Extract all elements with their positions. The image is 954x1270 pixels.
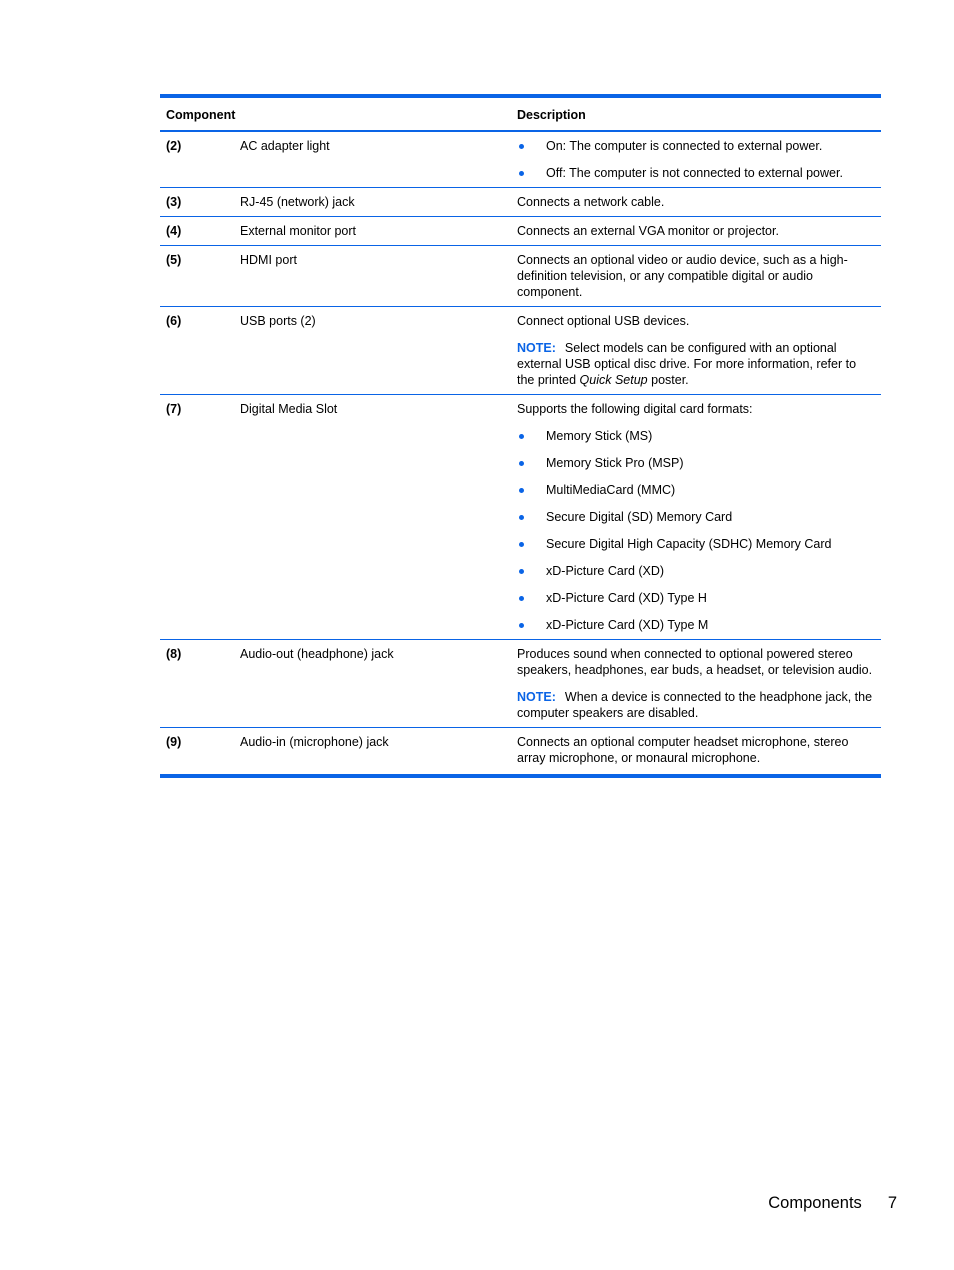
description-text: Connects an optional computer headset microphone, stereo array microphone, or monaural microphone. <box>517 735 849 765</box>
list-item-text: On: The computer is connected to external power. <box>546 139 823 153</box>
bullet-icon <box>519 434 524 439</box>
description-text: Supports the following digital card formats: <box>517 402 753 416</box>
component-name: RJ-45 (network) jack <box>234 188 511 217</box>
description-text: Connects a network cable. <box>517 195 665 209</box>
list-item-text: Off: The computer is not connected to external power. <box>546 166 843 180</box>
component-name: HDMI port <box>234 246 511 307</box>
header-component: Component <box>160 96 511 131</box>
description-text: Connects an external VGA monitor or projector. <box>517 224 779 238</box>
component-description <box>511 728 881 777</box>
list-item-text: Memory Stick Pro (MSP) <box>546 456 684 470</box>
component-name: Audio-in (microphone) jack <box>234 728 511 777</box>
table-row <box>160 188 881 217</box>
bullet-list <box>517 428 875 633</box>
table-row <box>160 307 881 395</box>
bullet-list <box>517 138 875 181</box>
table-row <box>160 217 881 246</box>
component-description <box>511 307 881 395</box>
list-item-text: Secure Digital High Capacity (SDHC) Memory Card <box>546 537 832 551</box>
list-item-text: MultiMediaCard (MMC) <box>546 483 676 497</box>
header-row <box>160 96 881 131</box>
list-item <box>517 455 875 471</box>
table-body <box>160 131 881 776</box>
table-row <box>160 395 881 640</box>
component-description <box>511 131 881 188</box>
component-name: External monitor port <box>234 217 511 246</box>
note-text-end: poster. <box>647 373 689 387</box>
note-text: Select models can be configured with an optional external USB optical disc drive. For more information, refer to the printed <box>517 341 857 387</box>
list-item-text: xD-Picture Card (XD) <box>546 564 665 578</box>
component-name: Audio-out (headphone) jack <box>234 640 511 728</box>
component-number: (3) <box>160 188 234 217</box>
list-item-text: xD-Picture Card (XD) Type H <box>546 591 707 605</box>
component-number: (5) <box>160 246 234 307</box>
bullet-icon <box>519 623 524 628</box>
component-number: (8) <box>160 640 234 728</box>
component-name: Digital Media Slot <box>234 395 511 640</box>
list-item <box>517 482 875 498</box>
list-item <box>517 165 875 181</box>
bullet-icon <box>519 171 524 176</box>
list-item-text: Secure Digital (SD) Memory Card <box>546 510 733 524</box>
component-description <box>511 246 881 307</box>
component-number: (2) <box>160 131 234 188</box>
note-text: When a device is connected to the headphone jack, the computer speakers are disabled. <box>517 690 873 720</box>
bullet-icon <box>519 488 524 493</box>
bullet-icon <box>519 596 524 601</box>
note-label: NOTE: <box>517 341 556 355</box>
page-number: 7 <box>887 1194 897 1212</box>
list-item <box>517 138 875 154</box>
description-text: Produces sound when connected to optional powered stereo speakers, headphones, ear buds, a headset, or television audio. <box>517 647 873 677</box>
footer-section-title: Components <box>768 1194 862 1212</box>
list-item-text: xD-Picture Card (XD) Type M <box>546 618 709 632</box>
table-row <box>160 640 881 728</box>
component-name: USB ports (2) <box>234 307 511 395</box>
page-footer <box>768 1193 897 1213</box>
list-item <box>517 536 875 552</box>
note <box>517 340 875 388</box>
list-item <box>517 617 875 633</box>
list-item <box>517 428 875 444</box>
description-text: Connect optional USB devices. <box>517 314 690 328</box>
header-description: Description <box>511 96 881 131</box>
list-item <box>517 590 875 606</box>
components-table <box>160 94 881 778</box>
bullet-icon <box>519 569 524 574</box>
description-text: Connects an optional video or audio device, such as a high-definition television, or any compatible digital or audio component. <box>517 253 848 299</box>
bullet-icon <box>519 515 524 520</box>
bullet-icon <box>519 461 524 466</box>
component-number: (9) <box>160 728 234 777</box>
component-description <box>511 640 881 728</box>
component-description <box>511 395 881 640</box>
note-emphasis: Quick Setup <box>579 373 648 387</box>
note <box>517 689 875 721</box>
component-description <box>511 188 881 217</box>
bullet-icon <box>519 144 524 149</box>
bullet-icon <box>519 542 524 547</box>
list-item <box>517 509 875 525</box>
table-row <box>160 131 881 188</box>
component-description <box>511 217 881 246</box>
table-row <box>160 728 881 777</box>
list-item-text: Memory Stick (MS) <box>546 429 653 443</box>
component-number: (6) <box>160 307 234 395</box>
component-number: (7) <box>160 395 234 640</box>
component-number: (4) <box>160 217 234 246</box>
list-item <box>517 563 875 579</box>
component-name: AC adapter light <box>234 131 511 188</box>
table-row <box>160 246 881 307</box>
table-header <box>160 96 881 131</box>
note-label: NOTE: <box>517 690 556 704</box>
